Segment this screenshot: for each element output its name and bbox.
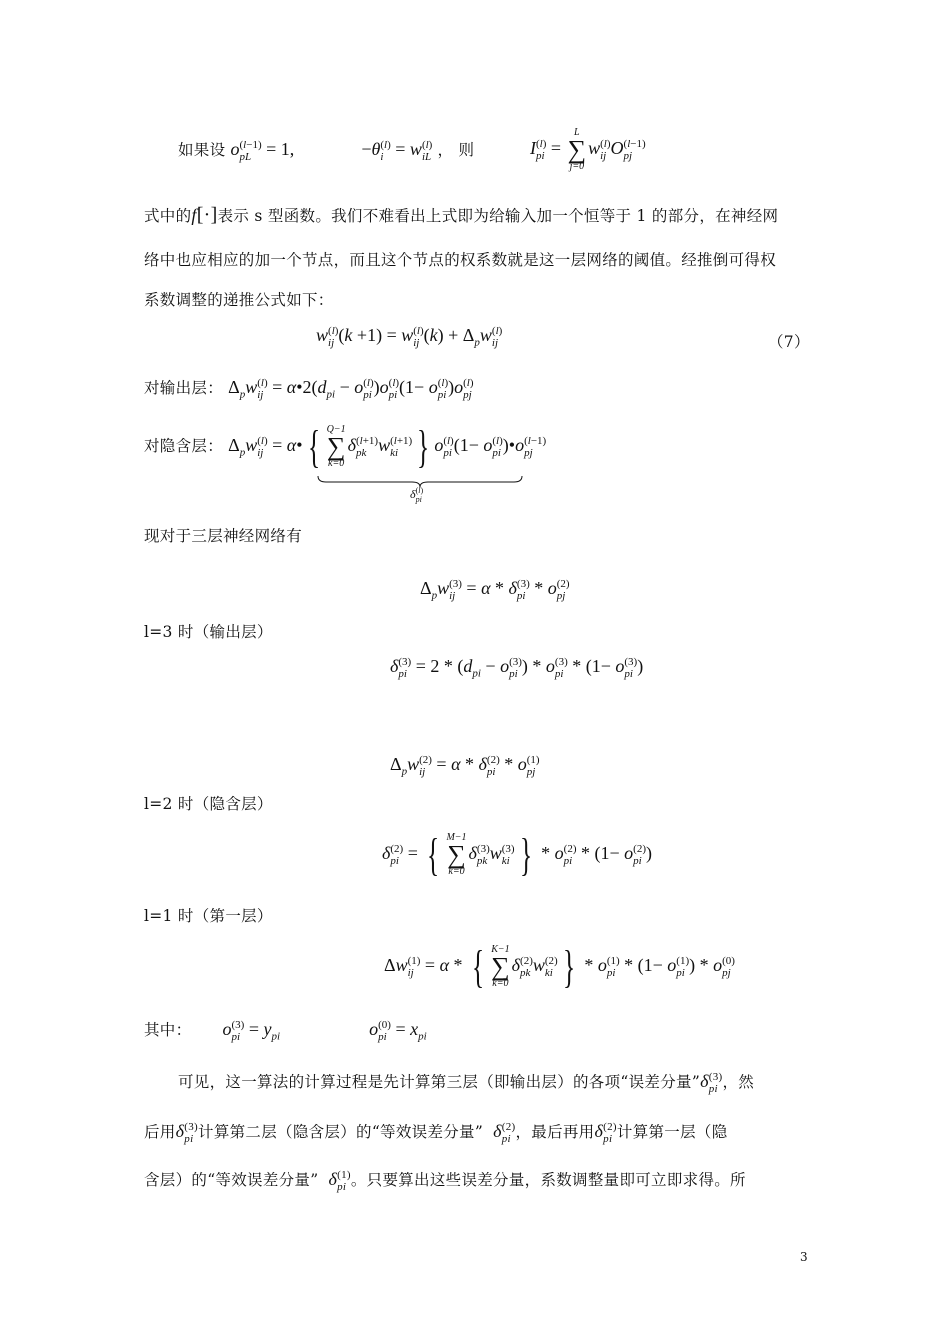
text-then: ， 则 [437, 141, 475, 159]
para-2-a: 可见，这一算法的计算过程是先计算第三层（即输出层）的各项“误差分量” [178, 1073, 701, 1091]
eq-line-1 [178, 138, 474, 163]
para-2-line-1 [178, 1070, 754, 1095]
para-2-line-3: 含层）的“等效误差分量” δ (1) pi 。只要算出这些误差分量，系数调整量即可立即求得。所 [144, 1168, 746, 1193]
label-where: 其中： [144, 1021, 192, 1039]
math-o-pl: o (l−1) pL = 1, [230, 138, 295, 163]
label-l3: l=3 时（输出层） [144, 623, 273, 641]
eq-dw2: $\Delta_pw$ (2) ij = α * δ (2) pi * o (1) pj [390, 754, 540, 778]
math-theta: −θ (l) i = w (l) iL [361, 138, 433, 163]
eq-delta2: δ (2) pi = { M−1 ∑ k=0 δ (3) pk w (3) ki } * o (2) pi * (1− o (2) pi ) [382, 829, 652, 880]
eq-7: w (l) ij (k +1) = w (l) ij $(k) + \Delta_pw$ (l) ij [316, 325, 503, 349]
para-2-b3: ，最后再用 [515, 1123, 595, 1141]
para-1-b: 表示 s 型函数。我们不难看出上式即为给输入加一个恒等于 1 的部分，在神经网 [217, 207, 779, 225]
para-1-line-3: 系数调整的递推公式如下： [144, 291, 334, 309]
para-1-line-2: 络中也应相应的加一个节点，而且这个节点的权系数就是这一层网络的阈值。经推倒可得权 [144, 251, 777, 269]
math-delta3: δ (3) pi [700, 1070, 723, 1095]
eq-where: 其中： o (3) pi = $y_{pi}$ o (0) pi = $x_{pi}$ [144, 1018, 427, 1043]
para-2-b2: 计算第二层（隐含层）的“等效误差分量” [198, 1123, 484, 1141]
para-2-a-end: ，然 [722, 1073, 755, 1091]
para-2-line-2: 后用δ (3) pi 计算第二层（隐含层）的“等效误差分量” δ (2) pi ，最后再用δ (2) pi 计算第一层（隐 [144, 1120, 728, 1145]
para-2-c1: 含层）的“等效误差分量” [144, 1171, 319, 1189]
underbrace-delta: δ (l) pi [410, 486, 424, 504]
eq-7-label: （7） [768, 333, 810, 351]
para-1-a: 式中的 [144, 207, 192, 225]
para-2-c2: 。只要算出这些误差分量，系数调整量即可立即求得。所 [350, 1171, 746, 1189]
eq-dw1: Δw (1) ij = α * { K−1 ∑ k=0 δ (2) pk w (2) ki } * o (1) pi * (1− o (1) pi ) * o (0) pj [384, 941, 735, 992]
label-hidden-layer: 对隐含层： [144, 437, 224, 456]
eq-delta3: δ (3) pi = $2 * (d_{pi} - o$ (3) pi ) * o (3) pi * (1− o (3) pi ) [390, 656, 644, 680]
math-I-sum: I (l) pi = L ∑ j=0 w (l) ij O (l−1) pj [530, 127, 646, 172]
para-1-line-1 [144, 204, 778, 227]
math-bracket: [·] [196, 204, 218, 226]
eq-dw3: $\Delta_pw$ (3) ij = α * δ (3) pi * o (2) pj [420, 578, 570, 602]
text-if-set: 如果设 [178, 141, 226, 159]
text-three-layer: 现对于三层神经网络有 [144, 527, 303, 545]
label-l2: l=2 时（隐含层） [144, 795, 273, 813]
math-f: f [191, 205, 197, 225]
para-2-b4: 计算第一层（隐 [616, 1123, 728, 1141]
page-number: 3 [800, 1250, 808, 1264]
eq-hidden-layer: 对隐含层： $\Delta_pw$ (l) ij = α• { Q−1 ∑ k=0 δ (l+1) pk w (l+1) ki } o (l) pi (1− o (l) pi )•o (l−1) pj [144, 421, 547, 472]
eq-output-layer: 对输出层： $\Delta_pw$ (l) ij = $\alpha•2(d_{pi} - o$ (l) pi )o (l) pi (1− o (l) pi )o (l) pj [144, 376, 474, 401]
para-2-b1: 后用 [144, 1123, 176, 1141]
label-output-layer: 对输出层： [144, 379, 224, 397]
label-l1: l=1 时（第一层） [144, 907, 273, 925]
